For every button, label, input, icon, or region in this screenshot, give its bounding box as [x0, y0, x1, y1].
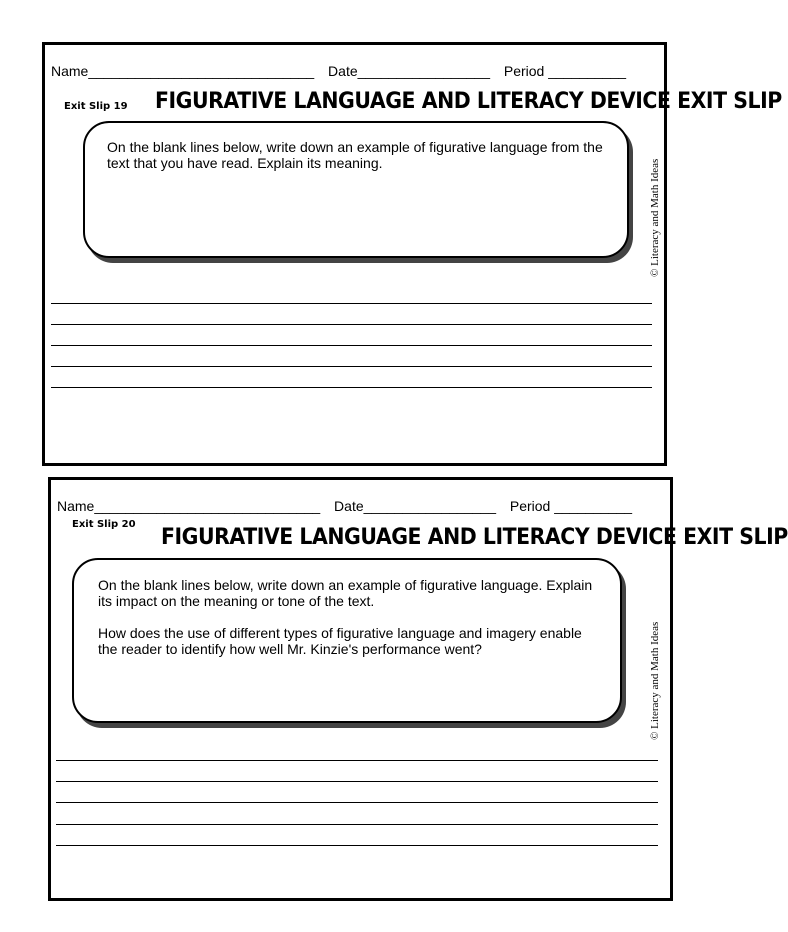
period-field[interactable]: Period __________: [509, 498, 633, 514]
date-field[interactable]: Date_________________: [328, 63, 490, 79]
answer-line[interactable]: [51, 366, 652, 367]
prompt-box: [83, 121, 629, 258]
answer-line[interactable]: [51, 387, 652, 388]
prompt-question: How does the use of different types of figurative language and imagery enable the reader to identify how well Mr. Kinzie's performance went?: [98, 625, 582, 657]
answer-line[interactable]: [56, 845, 658, 846]
answer-line[interactable]: [56, 760, 658, 761]
period-field[interactable]: Period __________: [503, 63, 627, 79]
slip-title: FIGURATIVE LANGUAGE AND LITERACY DEVICE EXIT SLIP: [155, 89, 782, 114]
student-info-header: [51, 63, 636, 79]
date-field[interactable]: Date_________________: [334, 498, 496, 514]
slip-number: Exit Slip 19: [64, 101, 128, 112]
prompt-text: On the blank lines below, write down an example of figurative language from the text that you have read. Explain its meaning.: [107, 139, 603, 171]
exit-slip-19: [42, 42, 782, 466]
slip-title: FIGURATIVE LANGUAGE AND LITERACY DEVICE EXIT SLIP: [161, 525, 788, 550]
name-field[interactable]: Name_____________________________: [57, 498, 321, 514]
prompt-box: [72, 558, 622, 723]
answer-line[interactable]: [56, 824, 658, 825]
exit-slip-20: [48, 477, 788, 901]
answer-line[interactable]: [51, 345, 652, 346]
student-info-header: [57, 498, 642, 514]
slip-number: Exit Slip 20: [72, 519, 136, 530]
answer-line[interactable]: [51, 303, 652, 304]
answer-line[interactable]: [51, 324, 652, 325]
answer-line[interactable]: [56, 781, 658, 782]
name-field[interactable]: Name_____________________________: [51, 63, 315, 79]
prompt-text: On the blank lines below, write down an example of figurative language. Explain its impact on the meaning or tone of the text.: [98, 577, 593, 609]
copyright-text: © Literacy and Math Ideas: [649, 621, 661, 740]
copyright-text: © Literacy and Math Ideas: [649, 158, 661, 277]
answer-line[interactable]: [56, 802, 658, 803]
